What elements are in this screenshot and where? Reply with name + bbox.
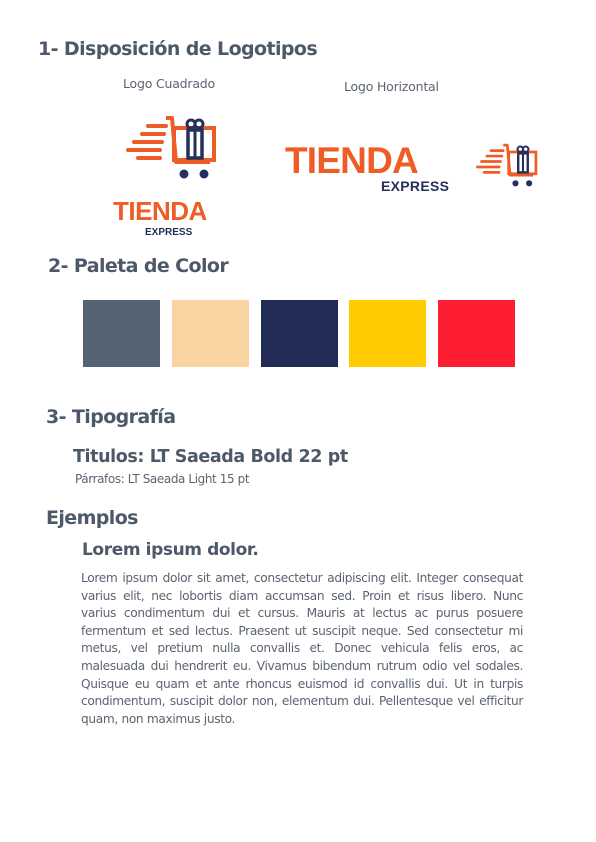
palette-swatch-navy [261,300,338,367]
section-title-palette: 2- Paleta de Color [48,255,229,277]
logo-square-brand: TIENDA [113,196,207,226]
palette-swatch-peach [172,300,249,367]
example-paragraph: Lorem ipsum dolor sit amet, consectetur adipiscing elit. Integer consequat varius elit, nec lobortis diam accumsan sed. Proin et risus libero. Nunc varius condimentum dui et cursus. Mauris at lectus ac purus posuere fermentum et sed lectus. Praesent ut suscipit neque. Sed consectetur mi metus, vel pretium nulla convallis et. Donec vehicula felis eros, ac malesuada dui hendrerit eu. Vivamus bibendum rutrum odio vel sodales. Quisque eu quam et ante rhoncus euismod id convallis dui. Ut in turpis condimentum, suscipit dolor non, elementum dui. Pellentesque vel efficitur quam, non maximus justo. [81,571,523,726]
section-title-typography: 3- Tipografía [46,406,176,428]
logo-horizontal-icon [476,143,540,195]
logo-horizontal-brand: TIENDA [285,140,418,181]
logo-horizontal-sub: EXPRESS [381,178,450,194]
section-title-logos: 1- Disposición de Logotipos [38,38,318,60]
palette-swatch-yellow [349,300,426,367]
palette-swatch-slate [83,300,160,367]
logo-square-icon [126,116,220,190]
example-heading: Lorem ipsum dolor. [82,540,259,560]
logo-horizontal-caption: Logo Horizontal [344,79,439,94]
logo-square-sub: EXPRESS [145,227,193,238]
typography-titles-spec: Titulos: LT Saeada Bold 22 pt [73,447,348,467]
logo-square-caption: Logo Cuadrado [123,76,215,91]
typography-paragraphs-spec: Párrafos: LT Saeada Light 15 pt [75,472,250,486]
palette-swatch-red [438,300,515,367]
section-title-examples: Ejemplos [46,507,138,529]
